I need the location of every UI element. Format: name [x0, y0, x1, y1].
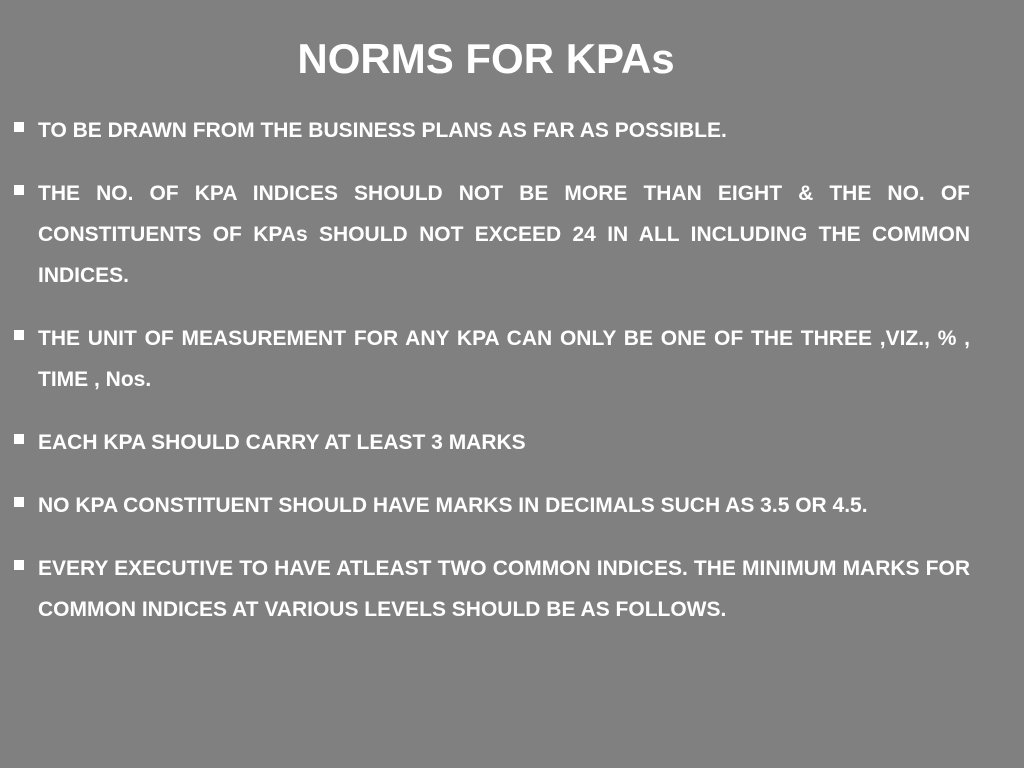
- bullet-item: [14, 485, 970, 526]
- bullet-item: [14, 548, 970, 630]
- bullet-text: EACH KPA SHOULD CARRY AT LEAST 3 MARKS: [38, 431, 526, 454]
- bullet-text: THE NO. OF KPA INDICES SHOULD NOT BE MORE THAN EIGHT & THE NO. OF CONSTITUENTS OF KPAs SHOULD NOT EXCEED 24 IN ALL INCLUDING THE COMMON INDICES.: [38, 182, 970, 287]
- bullet-text: NO KPA CONSTITUENT SHOULD HAVE MARKS IN DECIMALS SUCH AS 3.5 OR 4.5.: [38, 494, 868, 517]
- bullet-item: [14, 318, 970, 400]
- bullet-text: TO BE DRAWN FROM THE BUSINESS PLANS AS FAR AS POSSIBLE.: [38, 119, 727, 142]
- square-bullet-icon: [14, 318, 38, 359]
- square-bullet-icon: [14, 110, 38, 151]
- square-bullet-icon: [14, 173, 38, 214]
- bullet-item: [14, 422, 970, 463]
- slide-title: NORMS FOR KPAs: [297, 35, 675, 82]
- square-bullet-icon: [14, 422, 38, 463]
- bullet-list: [14, 110, 970, 652]
- square-bullet-icon: [14, 485, 38, 526]
- square-bullet-icon: [14, 548, 38, 589]
- bullet-text: EVERY EXECUTIVE TO HAVE ATLEAST TWO COMMON INDICES. THE MINIMUM MARKS FOR COMMON INDICES AT VARIOUS LEVELS SHOULD BE AS FOLLOWS.: [38, 557, 970, 621]
- bullet-item: [14, 173, 970, 296]
- bullet-text: THE UNIT OF MEASUREMENT FOR ANY KPA CAN ONLY BE ONE OF THE THREE ,VIZ., % , TIME , Nos.: [38, 327, 970, 391]
- bullet-item: [14, 110, 970, 151]
